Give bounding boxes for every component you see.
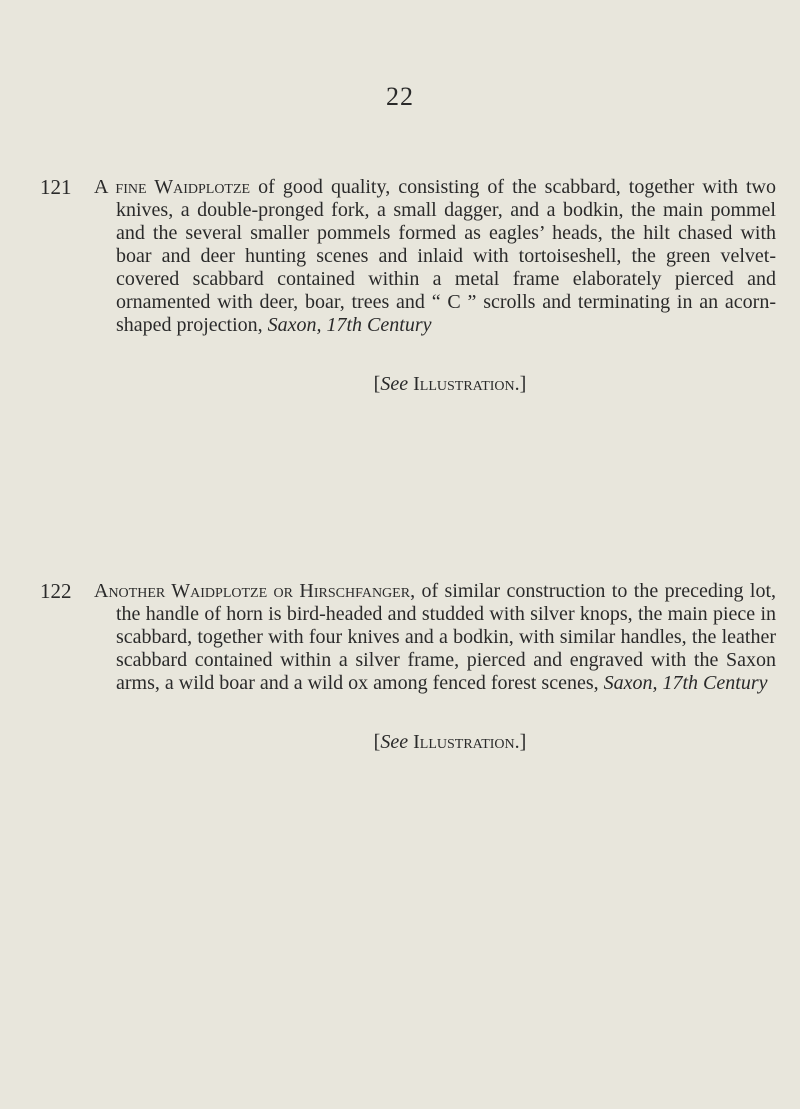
lot-number: 121 xyxy=(40,175,72,199)
lot-title: Another Waidplotze or Hirschfanger xyxy=(94,580,411,602)
illustration-reference xyxy=(140,731,760,754)
bracket-open: [ xyxy=(373,731,381,753)
illustration-see: See xyxy=(380,373,409,395)
lot-title: A fine Waidplotze xyxy=(94,176,251,198)
page-number: 22 xyxy=(386,82,414,111)
lot-description-text: of good quality, consisting of the scabbard, together with two knives, a double-pronged fork, a small dagger, and a bodkin, the main pommel and the several smaller pommels formed as eagles’ heads, the hilt chased with boar and deer hunting scenes and inlaid with tortoiseshell, the green velvet-covered scabbard contained within a metal frame elaborately pierced and ornamented with deer, boar, trees and “ C ” scrolls and terminating in an acorn-shaped projection, xyxy=(116,176,777,336)
illustration-reference xyxy=(140,373,760,396)
lot-number: 122 xyxy=(40,579,72,603)
bracket-close: ] xyxy=(519,373,527,395)
lot-entry-121 xyxy=(40,175,777,396)
lot-origin: Saxon, 17th Century xyxy=(267,314,432,336)
illustration-label: Illustration. xyxy=(413,731,520,753)
illustration-label: Illustration. xyxy=(413,373,520,395)
illustration-see: See xyxy=(380,731,409,753)
bracket-open: [ xyxy=(373,373,381,395)
bracket-close: ] xyxy=(519,731,527,753)
lot-entry-122 xyxy=(40,579,776,754)
lot-origin: Saxon, 17th Century xyxy=(603,672,768,694)
lot-description xyxy=(94,580,776,695)
lot-description-text: , of similar construction to the preceding lot, the handle of horn is bird-headed and studded with silver knops, the main piece in scabbard, together with four knives and a bodkin, with similar handles, the leather scabbard contained within a silver frame, pierced and engraved with the Saxon arms, a wild boar and a wild ox among fenced forest scenes, xyxy=(116,580,776,694)
lot-description xyxy=(94,176,776,337)
